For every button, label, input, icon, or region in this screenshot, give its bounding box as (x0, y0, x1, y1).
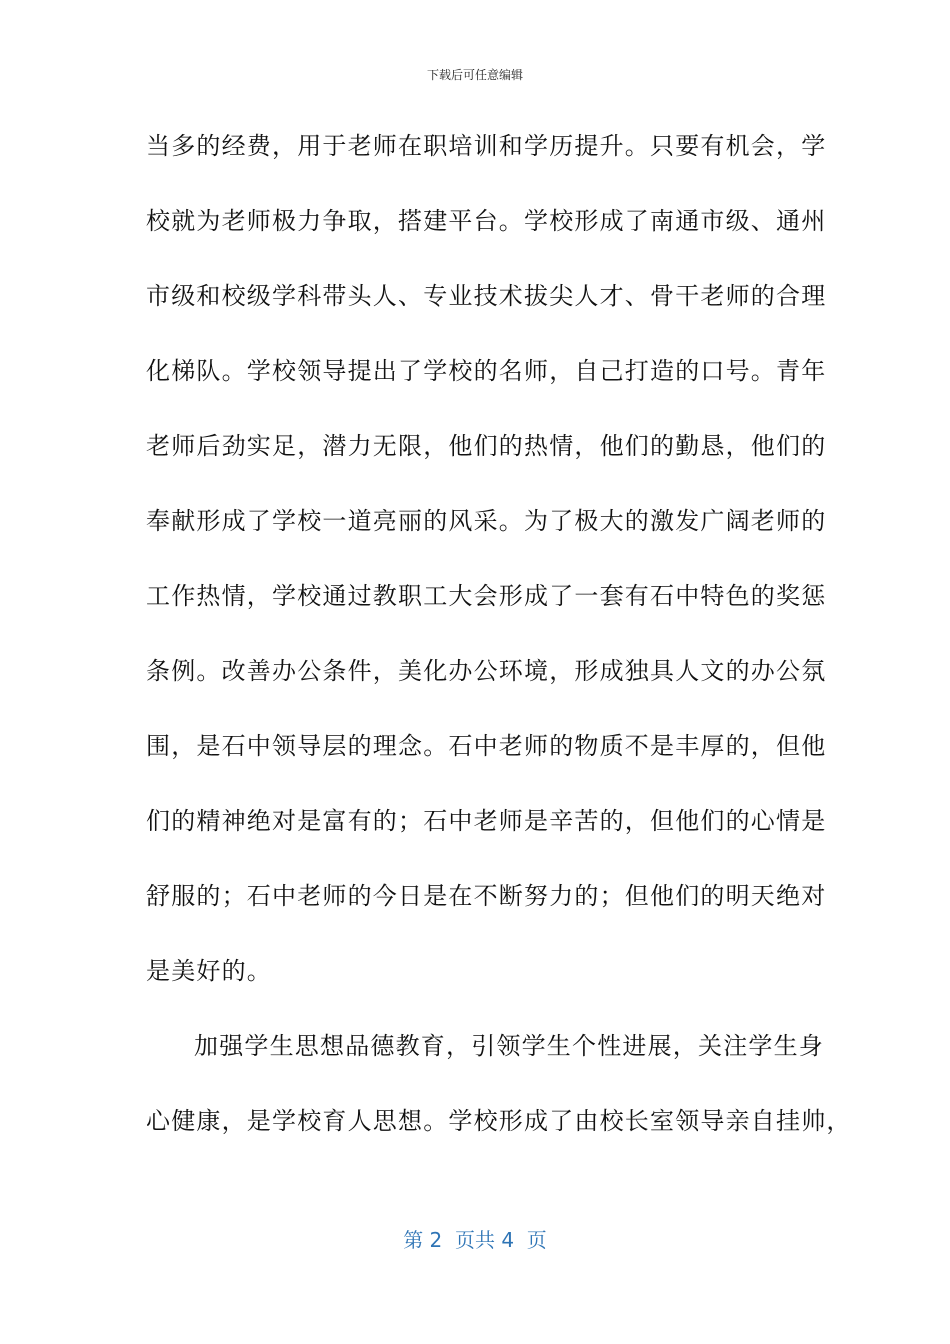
text-line: 们的精神绝对是富有的；石中老师是辛苦的，但他们的心情是 (146, 807, 827, 835)
text-line: 围，是石中领导层的理念。石中老师的物质不是丰厚的，但他 (146, 732, 827, 760)
text-line: 校就为老师极力争取，搭建平台。学校形成了南通市级、通州 (146, 207, 827, 235)
text-line: 条例。改善办公条件，美化办公环境，形成独具人文的办公氛 (146, 657, 827, 685)
text-line: 舒服的；石中老师的今日是在不断努力的；但他们的明天绝对 (146, 882, 827, 910)
text-line: 当多的经费，用于老师在职培训和学历提升。只要有机会，学 (146, 132, 827, 160)
text-line: 市级和校级学科带头人、专业技术拔尖人才、骨干老师的合理 (146, 282, 827, 310)
page-header: 下载后可任意编辑 (426, 68, 523, 82)
paragraph-start-line: 加强学生思想品德教育，引领学生个性进展，关注学生身 (194, 1032, 824, 1060)
page-number-footer: 第 2 页共 4 页 (403, 1228, 547, 1252)
text-line: 是美好的。 (146, 957, 272, 985)
text-line: 心健康，是学校育人思想。学校形成了由校长室领导亲自挂帅， (146, 1107, 852, 1135)
text-line: 老师后劲实足，潜力无限，他们的热情，他们的勤恳，他们的 (146, 432, 827, 460)
text-line: 奉献形成了学校一道亮丽的风采。为了极大的激发广阔老师的 (146, 507, 827, 535)
text-line: 化梯队。学校领导提出了学校的名师，自己打造的口号。青年 (146, 357, 827, 385)
document-body (146, 120, 852, 1170)
text-line: 工作热情，学校通过教职工大会形成了一套有石中特色的奖惩 (146, 582, 827, 610)
